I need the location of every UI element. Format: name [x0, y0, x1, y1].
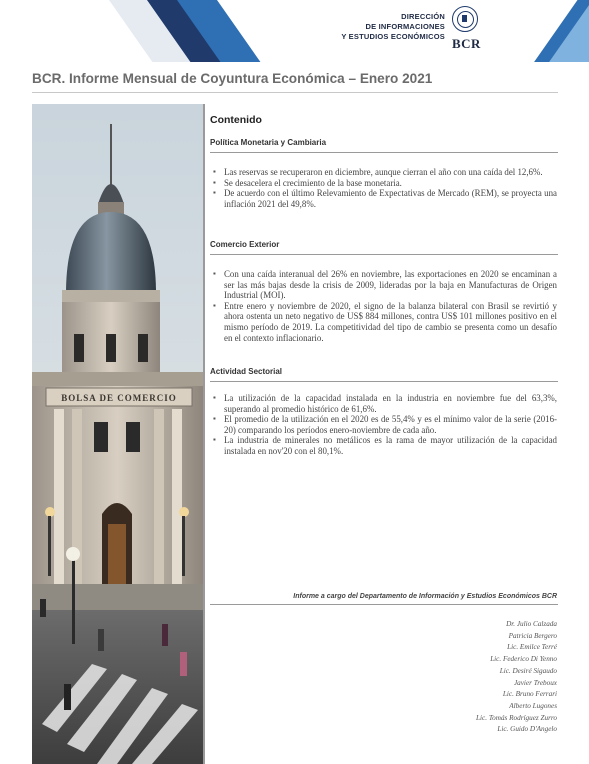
bcr-seal-icon [452, 6, 478, 32]
bullet-list-sectorial [210, 393, 557, 457]
list-item: ▪ De acuerdo con el último Relevamiento de Expectativas de Mercado (REM), se proyecta una inflación 2021 del 49,8%. [210, 188, 557, 209]
list-item: ▪ Entre enero y noviembre de 2020, el signo de la balanza bilateral con Brasil se revirtió y ahora ostenta un neto negativo de US$ 884 millones, contra US$ 101 millones positivo en el mismo período de 2019. La competitividad del tipo de cambio se presenta como un desafío en el contexto inflacionario. [210, 301, 557, 343]
header-decoration [0, 0, 589, 62]
bcr-logo: BCR [452, 36, 481, 51]
list-item: ▪ La industria de minerales no metálicos es la rama de mayor utilización de la capacidad instalada en nov'20 con el 80,1%. [210, 435, 557, 456]
page-title: BCR. Informe Mensual de Coyuntura Económica – Enero 2021 [32, 71, 433, 86]
building-photo [32, 104, 203, 764]
section-title-monetary: Política Monetaria y Cambiaria [210, 138, 327, 147]
list-item: ▪ Se desacelera el crecimiento de la base monetaria. [210, 178, 557, 189]
title-divider [32, 92, 558, 93]
staff-name: Lic. Federico Di Yenno [490, 655, 557, 664]
org-line-2: DE INFORMACIONES [365, 22, 445, 31]
staff-name: Lic. Desiré Sigaudo [499, 666, 557, 675]
org-line-3: Y ESTUDIOS ECONÓMICOS [341, 32, 445, 41]
section-title-trade: Comercio Exterior [210, 240, 280, 249]
staff-name: Lic. Tomás Rodríguez Zurro [476, 713, 557, 722]
staff-list [476, 619, 557, 736]
staff-name: Lic. Guido D'Angelo [497, 725, 557, 734]
report-credit: Informe a cargo del Departamento de Información y Estudios Económicos BCR [293, 593, 557, 600]
list-item: ▪ El promedio de la utilización en el 2020 es de 55,4% y es el mínimo valor de la serie (2016-20) comparando los períodos enero-noviembre de cada año. [210, 414, 557, 435]
list-item: ▪ La utilización de la capacidad instalada en la industria en noviembre fue del 63,3%, superando al promedio histórico de 61,6%. [210, 393, 557, 414]
staff-name: Javier Treboux [513, 678, 557, 687]
bullet-list-trade [210, 269, 557, 343]
credit-divider [210, 604, 558, 605]
section-divider [210, 381, 558, 382]
section-divider [210, 254, 558, 255]
staff-name: Lic. Emilce Terré [507, 643, 557, 652]
list-item: ▪ Las reservas se recuperaron en diciembre, aunque cierran el año con una caída del 12,6%. [210, 167, 557, 178]
bullet-list-monetary [210, 167, 557, 209]
staff-name: Lic. Bruno Ferrari [502, 690, 557, 699]
section-divider [210, 152, 558, 153]
building-sign: BOLSA DE COMERCIO [61, 393, 177, 403]
organization-name [341, 12, 445, 42]
vertical-divider [203, 104, 205, 764]
staff-name: Alberto Lugones [509, 701, 557, 710]
org-line-1: DIRECCIÓN [401, 12, 445, 21]
section-title-sectorial: Actividad Sectorial [210, 367, 283, 376]
staff-name: Patricia Bergero [508, 631, 557, 640]
list-item: ▪ Con una caída interanual del 26% en noviembre, las exportaciones en 2020 se encaminan a ser las más bajas desde la crisis de 2009, lideradas por la baja en Manufacturas de Origen Industrial (MOI). [210, 269, 557, 301]
staff-name: Dr. Julio Calzada [506, 620, 557, 628]
contents-heading: Contenido [210, 114, 262, 126]
